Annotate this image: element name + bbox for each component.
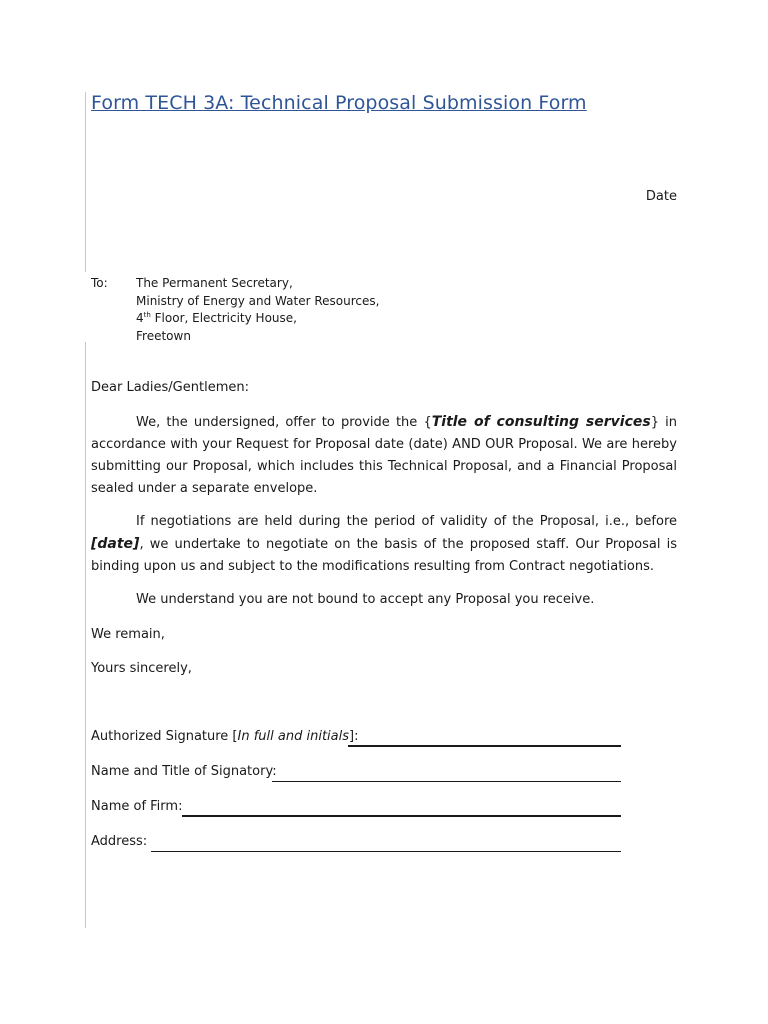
signature-line[interactable]: [348, 745, 621, 747]
firm-name-line[interactable]: [182, 815, 621, 817]
address-line-rest: Floor, Electricity House,: [150, 311, 297, 325]
paragraph-offer: [91, 411, 677, 500]
text: , we undertake to negotiate on the basis of the proposed staff. Our Proposal is binding upon us and subject to the modifications resulting from Contract negotiations.: [91, 537, 677, 574]
salutation: Dear Ladies/Gentlemen:: [91, 380, 249, 395]
closing-sincerely: Yours sincerely,: [91, 661, 192, 676]
text: If negotiations are held during the period of validity of the Proposal, i.e., before: [136, 514, 677, 529]
closing-remain: We remain,: [91, 627, 165, 642]
text: We, the undersigned, offer to provide the {: [136, 415, 432, 430]
date-label: Date: [645, 189, 677, 204]
label: ]:: [349, 729, 359, 744]
form-title: Form TECH 3A: Technical Proposal Submission Form: [91, 92, 587, 114]
margin-line: [85, 342, 86, 928]
label: Name and Title of Signatory:: [91, 764, 277, 779]
paragraph-understanding: [91, 589, 677, 611]
label: Authorized Signature [: [91, 729, 238, 744]
address-line: Freetown: [136, 328, 191, 343]
firm-name-field: [91, 799, 631, 819]
paragraph-negotiations: [91, 511, 677, 578]
floor-number: 4: [136, 311, 144, 325]
address-line-input[interactable]: [151, 851, 621, 852]
label: Address:: [91, 834, 148, 849]
text: We understand you are not bound to accept any Proposal you receive.: [136, 592, 595, 607]
signatory-name-field: [91, 764, 631, 784]
placeholder-title: Title of consulting services: [431, 414, 651, 430]
address-line: The Permanent Secretary,: [136, 276, 293, 290]
margin-line: [85, 92, 86, 272]
placeholder-date: [date]: [91, 536, 140, 552]
recipient-address: [136, 275, 379, 345]
label: Name of Firm:: [91, 799, 183, 814]
to-label: To:: [91, 276, 108, 290]
signatory-name-line[interactable]: [272, 781, 621, 782]
text: } in accordance with your Request for Proposal date (date) AND OUR Proposal. We are hereby submitting our Proposal, which includes this Technical Proposal, and a Financial Proposal sealed under a separate envelope.: [91, 415, 677, 496]
address-line: [136, 310, 379, 328]
address-field: [91, 834, 631, 854]
address-line: Ministry of Energy and Water Resources,: [136, 293, 380, 308]
signature-field: [91, 729, 631, 749]
label-italic: In full and initials: [237, 729, 350, 744]
ordinal-suffix: th: [143, 311, 151, 319]
